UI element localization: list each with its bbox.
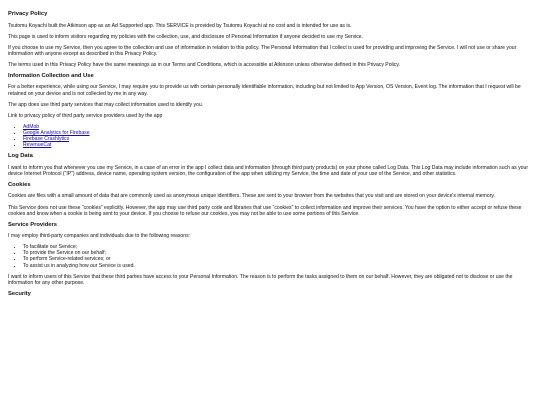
- section-heading-service-providers: Service Providers: [8, 221, 57, 228]
- intro-paragraph-3: If you choose to use my Service, then you agree to the collection and use of information in relation to this policy. The Personal Information that I collect is used for providing and improving the Service. I will not use or share your information with anyone except as described in this Privacy Policy.: [8, 44, 517, 57]
- section-heading-log-data: Log Data: [8, 153, 33, 160]
- list-item: • To assist us in analyzing how our Service is used.: [23, 263, 532, 269]
- admob-link[interactable]: AdMob: [23, 123, 40, 130]
- list-item: • To facilitate our Service;: [23, 244, 532, 250]
- log-data-paragraph: I want to inform you that whenever you use my Service, in a case of an error in the app I collect data and information (through third party products) on your phone called Log Data. This Log Data may include information such as your device Internet Protocol (“IP”) address, device name, operating system version, the configuration of the app when utilizing my Service, the time and date of your use of the Service, and other statistics.: [8, 164, 529, 177]
- list-item: • To provide the Service on our behalf;: [23, 250, 532, 256]
- third-party-links-list: [8, 124, 532, 148]
- google-analytics-link[interactable]: Google Analytics for Firebase: [23, 129, 90, 136]
- intro-paragraph-4: The terms used in this Privacy Policy have the same meanings as in our Terms and Conditions, which is accessible at Atkinson unless otherwise defined in this Privacy Policy.: [8, 61, 400, 68]
- section-heading-cookies: Cookies: [8, 181, 31, 188]
- list-item: [23, 142, 532, 148]
- cookies-paragraph-2: This Service does not use these “cookies” explicitly. However, the app may use third party code and libraries that use “cookies” to collect information and improve their services. You have the option to either accept or refuse these cookies and know when a cookie is being sent to your device. If you choose to refuse our cookies, you may not be able to use some portions of this Service.: [8, 204, 522, 217]
- information-paragraph-2: The app does use third party services that may collect information used to identify you.: [8, 101, 204, 108]
- providers-paragraph-1: I may employ third-party companies and individuals due to the following reasons:: [8, 233, 191, 240]
- revenuecat-link[interactable]: RevenueCat: [23, 142, 52, 149]
- section-heading-information: Information Collection and Use: [8, 72, 94, 79]
- firebase-crashlytics-link[interactable]: Firebase Crashlytics: [23, 136, 70, 143]
- intro-paragraph-2: This page is used to inform visitors regarding my policies with the collection, use, and disclosure of Personal Information if anyone decided to use my Service.: [8, 33, 364, 40]
- page-title: Privacy Policy: [8, 11, 48, 17]
- information-paragraph-3: Link to privacy policy of third party service providers used by the app: [8, 112, 163, 119]
- list-item: • To perform Service-related services; or: [23, 256, 532, 262]
- section-heading-security: Security: [8, 290, 31, 297]
- reasons-list: [8, 244, 532, 268]
- cookies-paragraph-1: Cookies are files with a small amount of data that are commonly used as anonymous unique identifiers. These are sent to your browser from the websites that you visit and are stored on your device's internal memory.: [8, 193, 495, 200]
- providers-paragraph-2: I want to inform users of this Service that these third parties have access to your Personal Information. The reason is to perform the tasks assigned to them on our behalf. However, they are obligated not to disclose or use the information for any other purpose.: [8, 273, 513, 286]
- information-paragraph-1: For a better experience, while using our Service, I may require you to provide us with certain personally identifiable information, including but not limited to App Version, OS Version, Event log. The information that I request will be retained on your device and is not collected by me in any way.: [8, 84, 521, 97]
- intro-paragraph-1: Tsutomu Koyachi built the Atkinson app as an Ad Supported app. This SERVICE is provided by Tsutomu Koyachi at no cost and is intended for use as is.: [8, 22, 352, 29]
